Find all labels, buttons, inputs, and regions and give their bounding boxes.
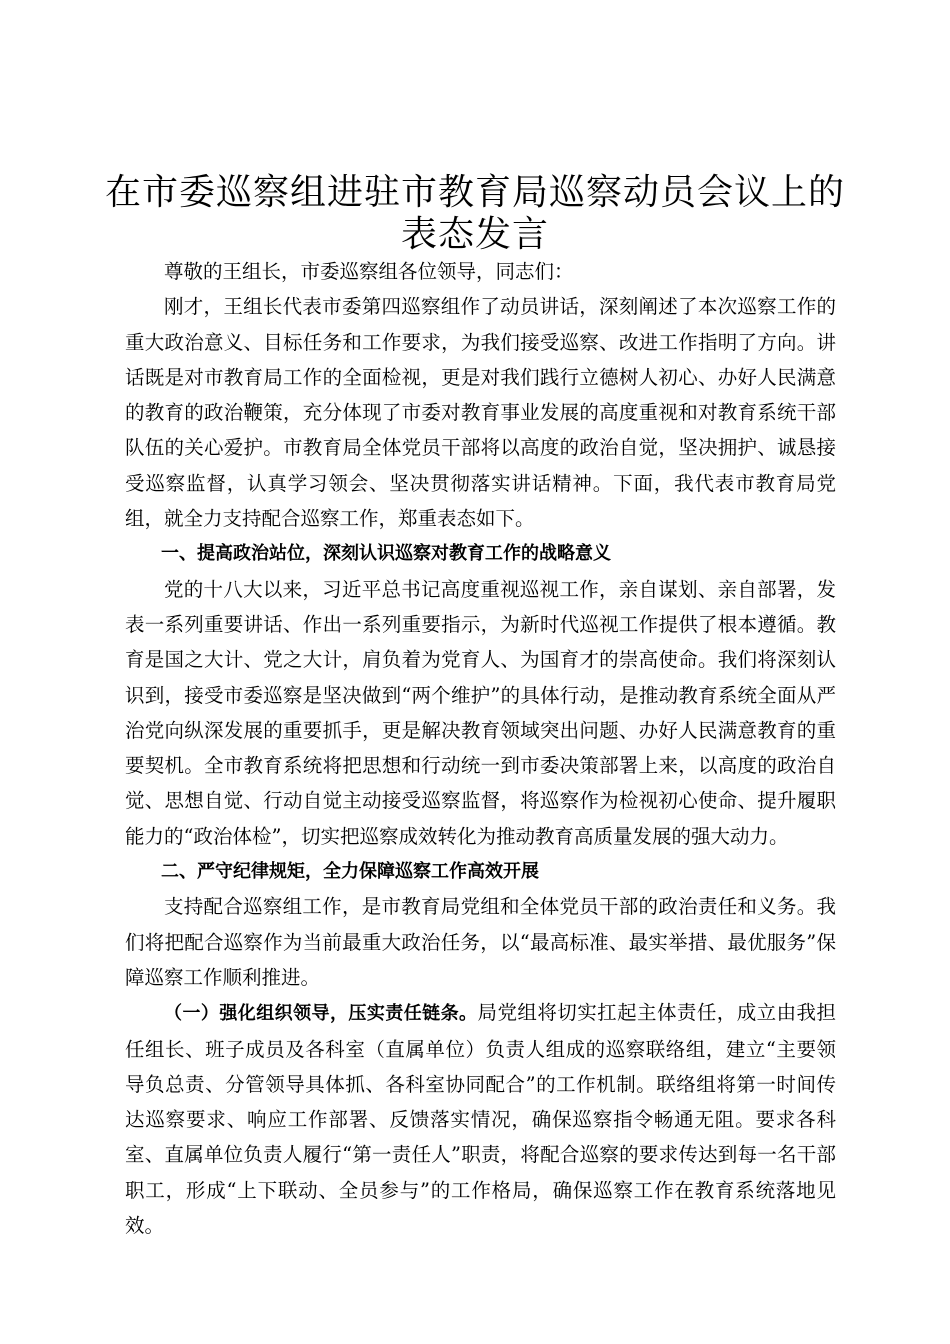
- paragraph-subsection-1: [125, 995, 836, 1243]
- section-heading-2: 二、严守纪律规矩，全力保障巡察工作高效开展: [161, 861, 539, 883]
- document-title-line-2: 表态发言: [400, 214, 549, 255]
- paragraph-section-2: 支持配合巡察组工作，是市教育局党组和全体党员干部的政治责任和义务。我们将把配合巡察作为当前最重大政治任务，以“最高标准、最实举措、最优服务”保障巡察工作顺利推进。: [125, 895, 836, 989]
- subsection-lead: （一）强化组织领导，压实责任链条。: [164, 1003, 478, 1025]
- paragraph-intro: 刚才，王组长代表市委第四巡察组作了动员讲话，深刻阐述了本次巡察工作的重大政治意义、目标任务和工作要求，为我们接受巡察、改进工作指明了方向。讲话既是对市教育局工作的全面检视，更是对我们践行立德树人初心、办好人民满意的教育的政治鞭策，充分体现了市委对教育事业发展的高度重视和对教育系统干部队伍的关心爱护。市教育局全体党员干部将以高度的政治自觉，坚决拥护、诚恳接受巡察监督，认真学习领会、坚决贯彻落实讲话精神。下面，我代表市教育局党组，就全力支持配合巡察工作，郑重表态如下。: [125, 295, 836, 531]
- document-body: [125, 254, 836, 1243]
- document-title-line-1: 在市委巡察组进驻市教育局巡察动员会议上的: [104, 172, 845, 213]
- subsection-text: 局党组将切实扛起主体责任，成立由我担任组长、班子成员及各科室（直属单位）负责人组成的巡察联络组，建立“主要领导负总责、分管领导具体抓、各科室协同配合”的工作机制。联络组将第一时间传达巡察要求、响应工作部署、反馈落实情况，确保巡察指令畅通无阻。要求各科室、直属单位负责人履行“第一责任人”职责，将配合巡察的要求传达到每一名干部职工，形成“上下联动、全员参与”的工作格局，确保巡察工作在教育系统落地见效。: [125, 1001, 836, 1238]
- salutation: 尊敬的王组长，市委巡察组各位领导，同志们：: [164, 260, 574, 283]
- section-heading-1: 一、提高政治站位，深刻认识巡察对教育工作的战略意义: [161, 543, 611, 565]
- paragraph-section-1: 党的十八大以来，习近平总书记高度重视巡视工作，亲自谋划、亲自部署，发表一系列重要讲话、作出一系列重要指示，为新时代巡视工作提供了根本遵循。教育是国之大计、党之大计，肩负着为党育人、为国育才的崇高使命。我们将深刻认识到，接受市委巡察是坚决做到“两个维护”的具体行动，是推动教育系统全面从严治党向纵深发展的重要抓手，更是解决教育领域突出问题、办好人民满意教育的重要契机。全市教育系统将把思想和行动统一到市委决策部署上来，以高度的政治自觉、思想自觉、行动自觉主动接受巡察监督，将巡察作为检视初心使命、提升履职能力的“政治体检”，切实把巡察成效转化为推动教育高质量发展的强大动力。: [125, 577, 836, 848]
